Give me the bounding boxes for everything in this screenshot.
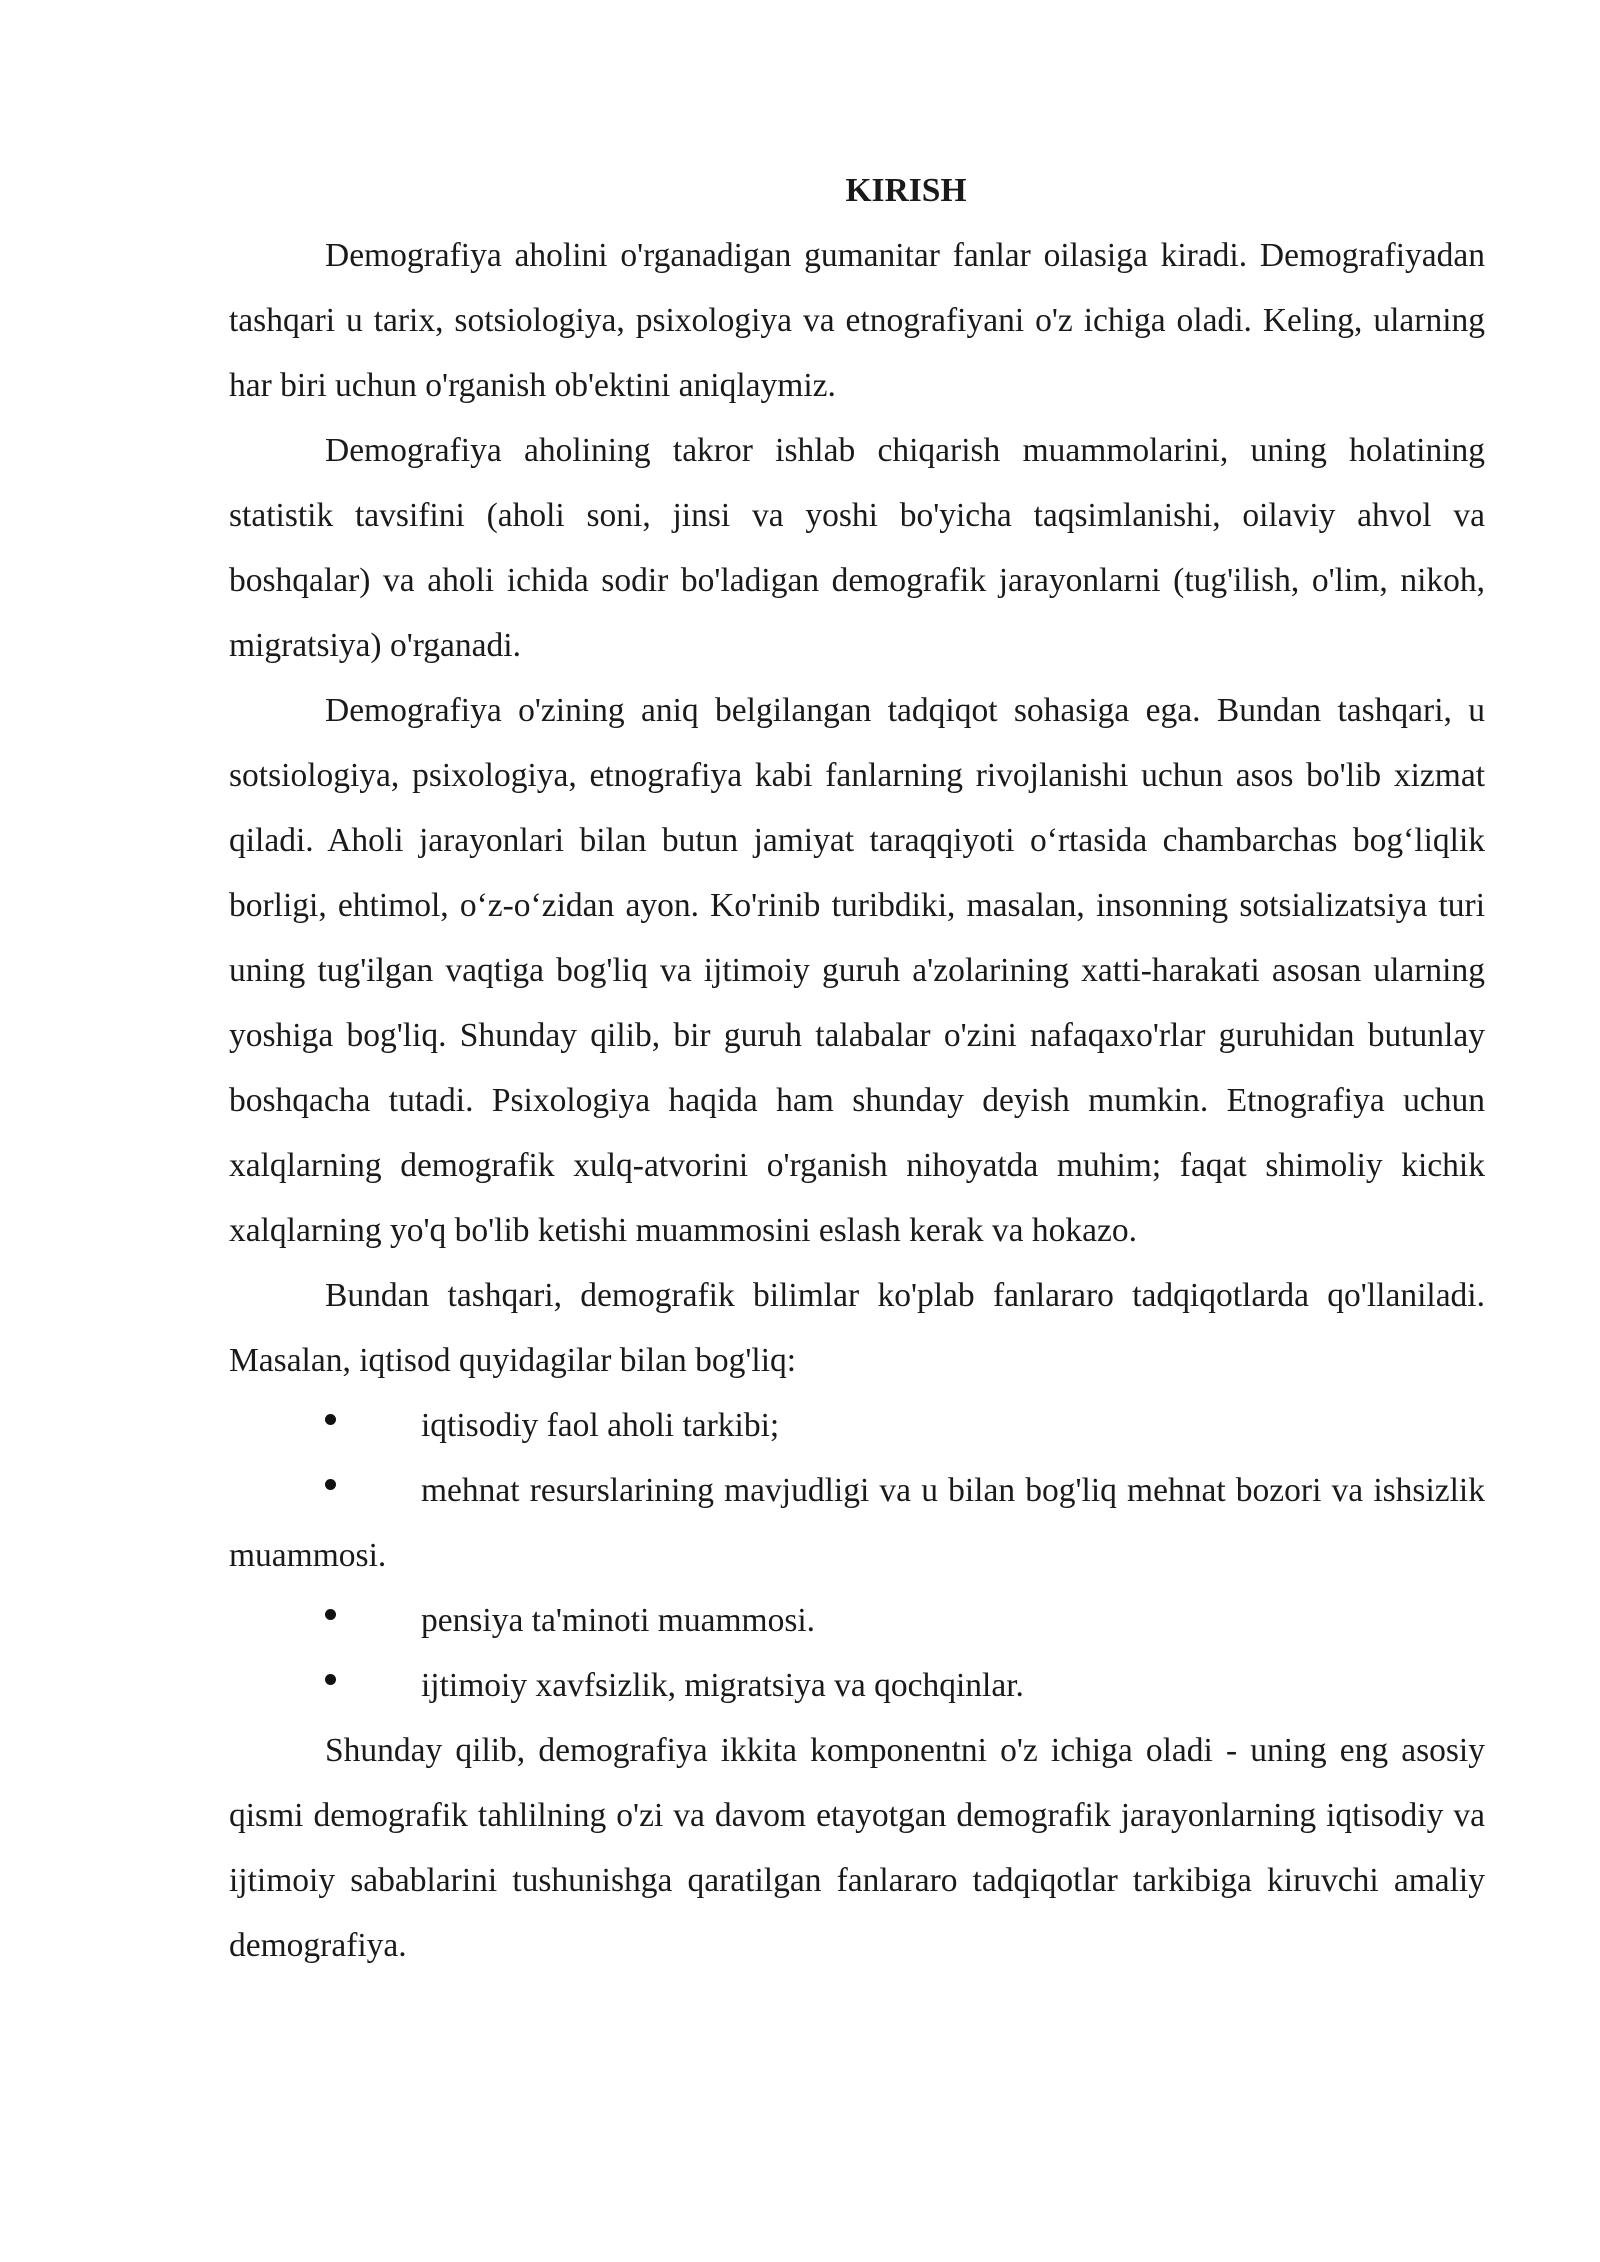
list-item bbox=[229, 1588, 1485, 1653]
paragraph-interdisciplinary: Bundan tashqari, demografik bilimlar ko'plab fanlararo tadqiqotlarda qo'llaniladi. Masalan, iqtisod quyidagilar bilan bog'liq: bbox=[229, 1277, 1485, 1379]
list-item-text: pensiya ta'minoti muammosi. bbox=[421, 1602, 816, 1639]
list-item-text: ijtimoiy xavfsizlik, migratsiya va qochqinlar. bbox=[421, 1667, 1024, 1704]
page-title: KIRISH bbox=[845, 172, 967, 209]
paragraph-subject: Demografiya aholining takror ishlab chiqarish muammolarini, uning holatining statistik tavsifini (aholi soni, jinsi va yoshi bo'yicha taqsimlanishi, oilaviy ahvol va boshqalar) va aholi ichida sodir bo'ladigan demografik jarayonlarni (tug'ilish, o'lim, nikoh, migratsiya) o'rganadi. bbox=[229, 432, 1485, 664]
paragraph-intro: Demografiya aholini o'rganadigan gumanitar fanlar oilasiga kiradi. Demografiyadan tashqari u tarix, sotsiologiya, psixologiya va etnografiyani o'z ichiga oladi. Keling, ularning har biri uchun o'rganish ob'ektini aniqlaymiz. bbox=[229, 237, 1485, 404]
list-item bbox=[229, 1393, 1485, 1458]
list-item bbox=[229, 1653, 1485, 1718]
paragraph-conclusion: Shunday qilib, demografiya ikkita komponentni o'z ichiga oladi - uning eng asosiy qismi demografik tahlilning o'zi va davom etayotgan demografik jarayonlarning iqtisodiy va ijtimoiy sabablarini tushunishga qaratilgan fanlararo tadqiqotlar tarkibiga kiruvchi amaliy demografiya. bbox=[229, 1732, 1485, 1964]
document-body bbox=[229, 158, 1485, 1978]
list-item-text: iqtisodiy faol aholi tarkibi; bbox=[421, 1407, 780, 1444]
list-item-text: mehnat resurslarining mavjudligi va u bilan bog'liq mehnat bozori va ishsizlik muammosi. bbox=[229, 1472, 1485, 1574]
list-item bbox=[229, 1458, 1485, 1588]
paragraph-relations: Demografiya o'zining aniq belgilangan tadqiqot sohasiga ega. Bundan tashqari, u sotsiologiya, psixologiya, etnografiya kabi fanlarning rivojlanishi uchun asos bo'lib xizmat qiladi. Aholi jarayonlari bilan butun jamiyat taraqqiyoti o‘rtasida chambarchas bog‘liqlik borligi, ehtimol, o‘z-o‘zidan ayon. Ko'rinib turibdiki, masalan, insonning sotsializatsiya turi uning tug'ilgan vaqtiga bog'liq va ijtimoiy guruh a'zolarining xatti-harakati asosan ularning yoshiga bog'liq. Shunday qilib, bir guruh talabalar o'zini nafaqaxo'rlar guruhidan butunlay boshqacha tutadi. Psixologiya haqida ham shunday deyish mumkin. Etnografiya uchun xalqlarning demografik xulq-atvorini o'rganish nihoyatda muhim; faqat shimoliy kichik xalqlarning yo'q bo'lib ketishi muammosini eslash kerak va hokazo. bbox=[229, 692, 1485, 1249]
bullet-list bbox=[229, 1393, 1485, 1718]
